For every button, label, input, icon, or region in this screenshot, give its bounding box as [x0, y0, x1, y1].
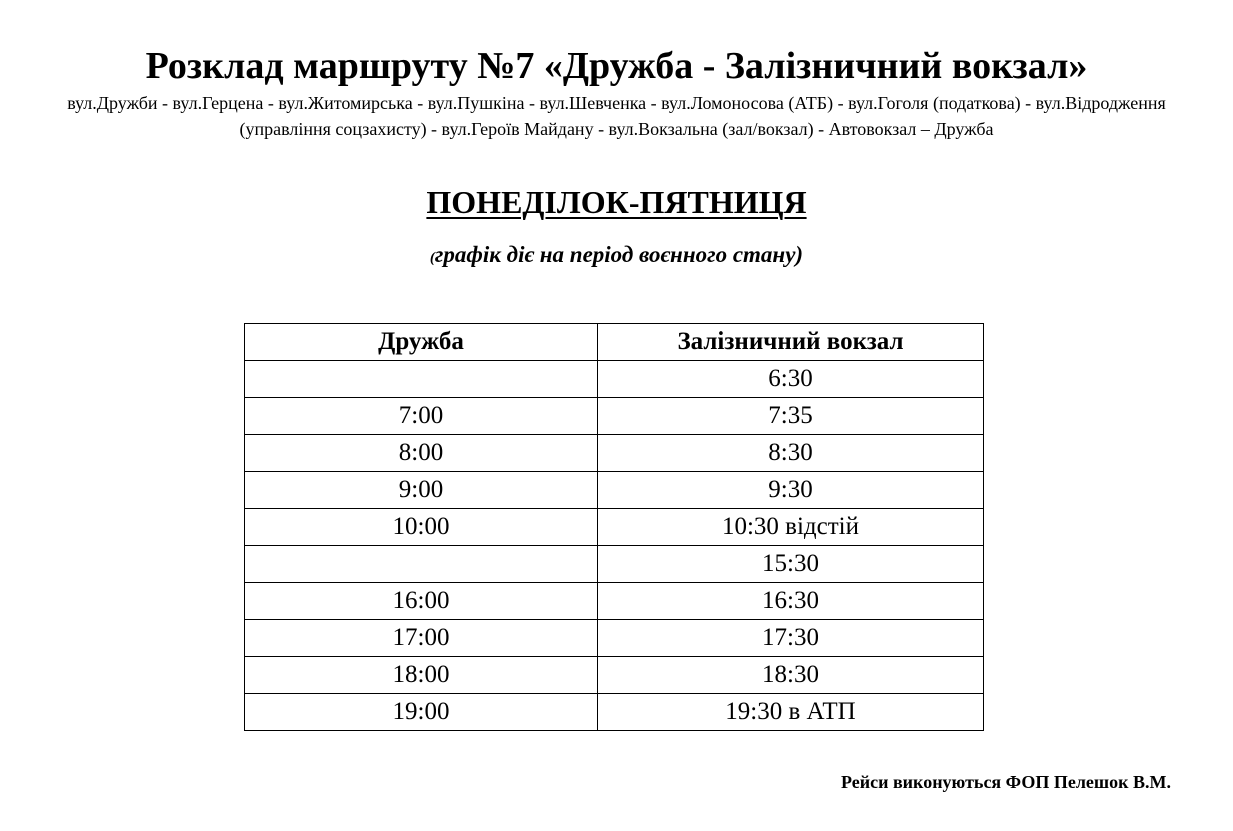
departure-druzhba: 7:00 [245, 398, 598, 435]
departure-railway-station: 6:30 [598, 361, 984, 398]
column-header-druzhba: Дружба [245, 324, 598, 361]
departure-railway-station: 7:35 [598, 398, 984, 435]
departure-railway-station: 19:30 в АТП [598, 694, 984, 731]
departure-railway-station: 9:30 [598, 472, 984, 509]
route-streets: вул.Дружби - вул.Герцена - вул.Житомирська - вул.Пушкіна - вул.Шевченка - вул.Ломоносова (АТБ) - вул.Гоголя (податкова) - вул.Відродження (управління соцзахисту) - вул.Героїв Майдану - вул.Вокзальна (зал/вокзал) - Автовокзал – Дружба [67, 93, 1166, 139]
column-header-railway-station: Залізничний вокзал [598, 324, 984, 361]
table-row [245, 620, 984, 657]
operator-note: Рейси виконуються ФОП Пелешок В.М. [840, 772, 1171, 792]
departure-druzhba [245, 361, 598, 398]
departure-druzhba: 18:00 [245, 657, 598, 694]
departure-druzhba [245, 546, 598, 583]
schedule-table [244, 323, 984, 731]
departure-railway-station: 15:30 [598, 546, 984, 583]
table-row [245, 546, 984, 583]
departure-railway-station: 16:30 [598, 583, 984, 620]
departure-railway-station: 18:30 [598, 657, 984, 694]
table-row [245, 435, 984, 472]
validity-note-text: графік діє на період воєнного стану) [434, 242, 804, 267]
departure-druzhba: 10:00 [245, 509, 598, 546]
departure-railway-station: 10:30 відстій [598, 509, 984, 546]
table-row [245, 509, 984, 546]
departure-druzhba: 9:00 [245, 472, 598, 509]
departure-druzhba: 17:00 [245, 620, 598, 657]
table-row [245, 694, 984, 731]
schedule-header-row [245, 324, 984, 361]
departure-druzhba: 19:00 [245, 694, 598, 731]
table-row [245, 583, 984, 620]
validity-note-open-paren: ( [429, 250, 435, 266]
departure-railway-station: 17:30 [598, 620, 984, 657]
departure-druzhba: 8:00 [245, 435, 598, 472]
weekday-heading-text: ПОНЕДІЛОК-ПЯТНИЦЯ [426, 184, 807, 220]
weekday-heading [0, 180, 1233, 224]
validity-note [0, 239, 1233, 274]
table-row [245, 472, 984, 509]
table-row [245, 398, 984, 435]
page-title: Розклад маршруту №7 «Дружба - Залізничний вокзал» [145, 45, 1088, 87]
table-row [245, 657, 984, 694]
departure-railway-station: 8:30 [598, 435, 984, 472]
departure-druzhba: 16:00 [245, 583, 598, 620]
table-row [245, 361, 984, 398]
